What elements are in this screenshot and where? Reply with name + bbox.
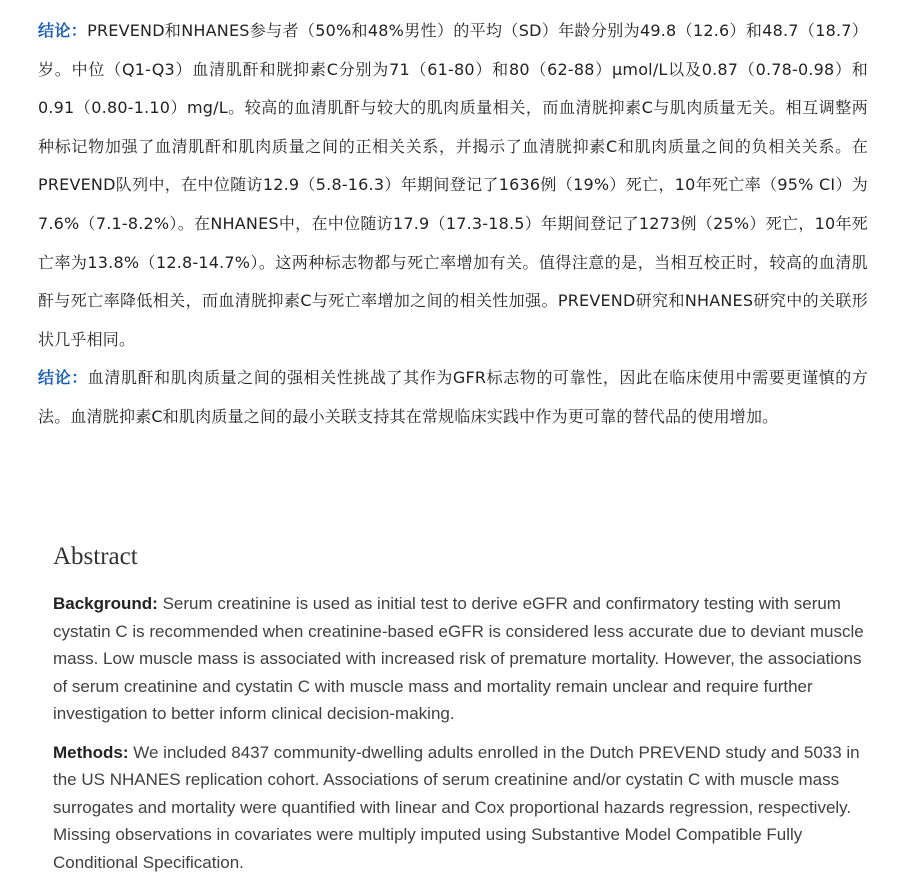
methods-label: Methods: — [53, 742, 129, 762]
methods-text: We included 8437 community-dwelling adults enrolled in the Dutch PREVEND study and 5033 in the US NHANES replication cohort. Associations of serum creatinine and/or cystatin C with muscle mass surrogates and mortality were quantified with linear and Cox proportional hazards regression, respectively. Missing observations in covariates were multiply imputed using Substantive Model Compatible Fully Conditional Specification. — [53, 742, 860, 872]
english-abstract — [53, 540, 871, 887]
methods-paragraph — [53, 739, 871, 877]
conclusion-paragraph — [38, 359, 868, 436]
conclusion-label: 结论： — [38, 368, 88, 388]
background-paragraph — [53, 590, 871, 728]
results-paragraph — [38, 12, 868, 359]
conclusion-text: 血清肌酐和肌肉质量之间的强相关性挑战了其作为GFR标志物的可靠性，因此在临床使用中需要更谨慎的方法。血清胱抑素C和肌肉质量之间的最小关联支持其在常规临床实践中作为更可靠的替代品的使用增加。 — [38, 368, 868, 426]
results-label: 结论： — [38, 21, 88, 40]
background-label: Background: — [53, 594, 158, 613]
results-text: PREVEND和NHANES参与者（50%和48%男性）的平均（SD）年龄分别为49.8（12.6）和48.7（18.7）岁。中位（Q1-Q3）血清肌酐和胱抑素C分别为71（61-80）和80（62-88）μmol/L以及0.87（0.78-0.98）和0.91（0.80-1.10）mg/L。较高的血清肌酐与较大的肌肉质量相关，而血清胱抑素C与肌肉质量无关。相互调整两种标记物加强了血清肌酐和肌肉质量之间的正相关关系，并揭示了血清胱抑素C和肌肉质量之间的负相关关系。在PREVEND队列中，在中位随访12.9（5.8-16.3）年期间登记了1636例（19%）死亡，10年死亡率（95% CI）为7.6%（7.1-8.2%）。在NHANES中，在中位随访17.9（17.3-18.5）年期间登记了1273例（25%）死亡，10年死亡率为13.8%（12.8-14.7%）。这两种标志物都与死亡率增加有关。值得注意的是，当相互校正时，较高的血清肌酐与死亡率降低相关，而血清胱抑素C与死亡率增加之间的相关性加强。PREVEND研究和NHANES研究中的关联形状几乎相同。 — [38, 21, 868, 349]
chinese-summary — [38, 12, 868, 437]
background-text: Serum creatinine is used as initial test to derive eGFR and confirmatory testing with serum cystatin C is recommended when creatinine-based eGFR is considered less accurate due to deviant muscle mass. Low muscle mass is associated with increased risk of premature mortality. However, the associations of serum creatinine and cystatin C with muscle mass and mortality remain unclear and require further investigation to better inform clinical decision-making. — [53, 594, 864, 723]
abstract-title: Abstract — [53, 543, 138, 570]
